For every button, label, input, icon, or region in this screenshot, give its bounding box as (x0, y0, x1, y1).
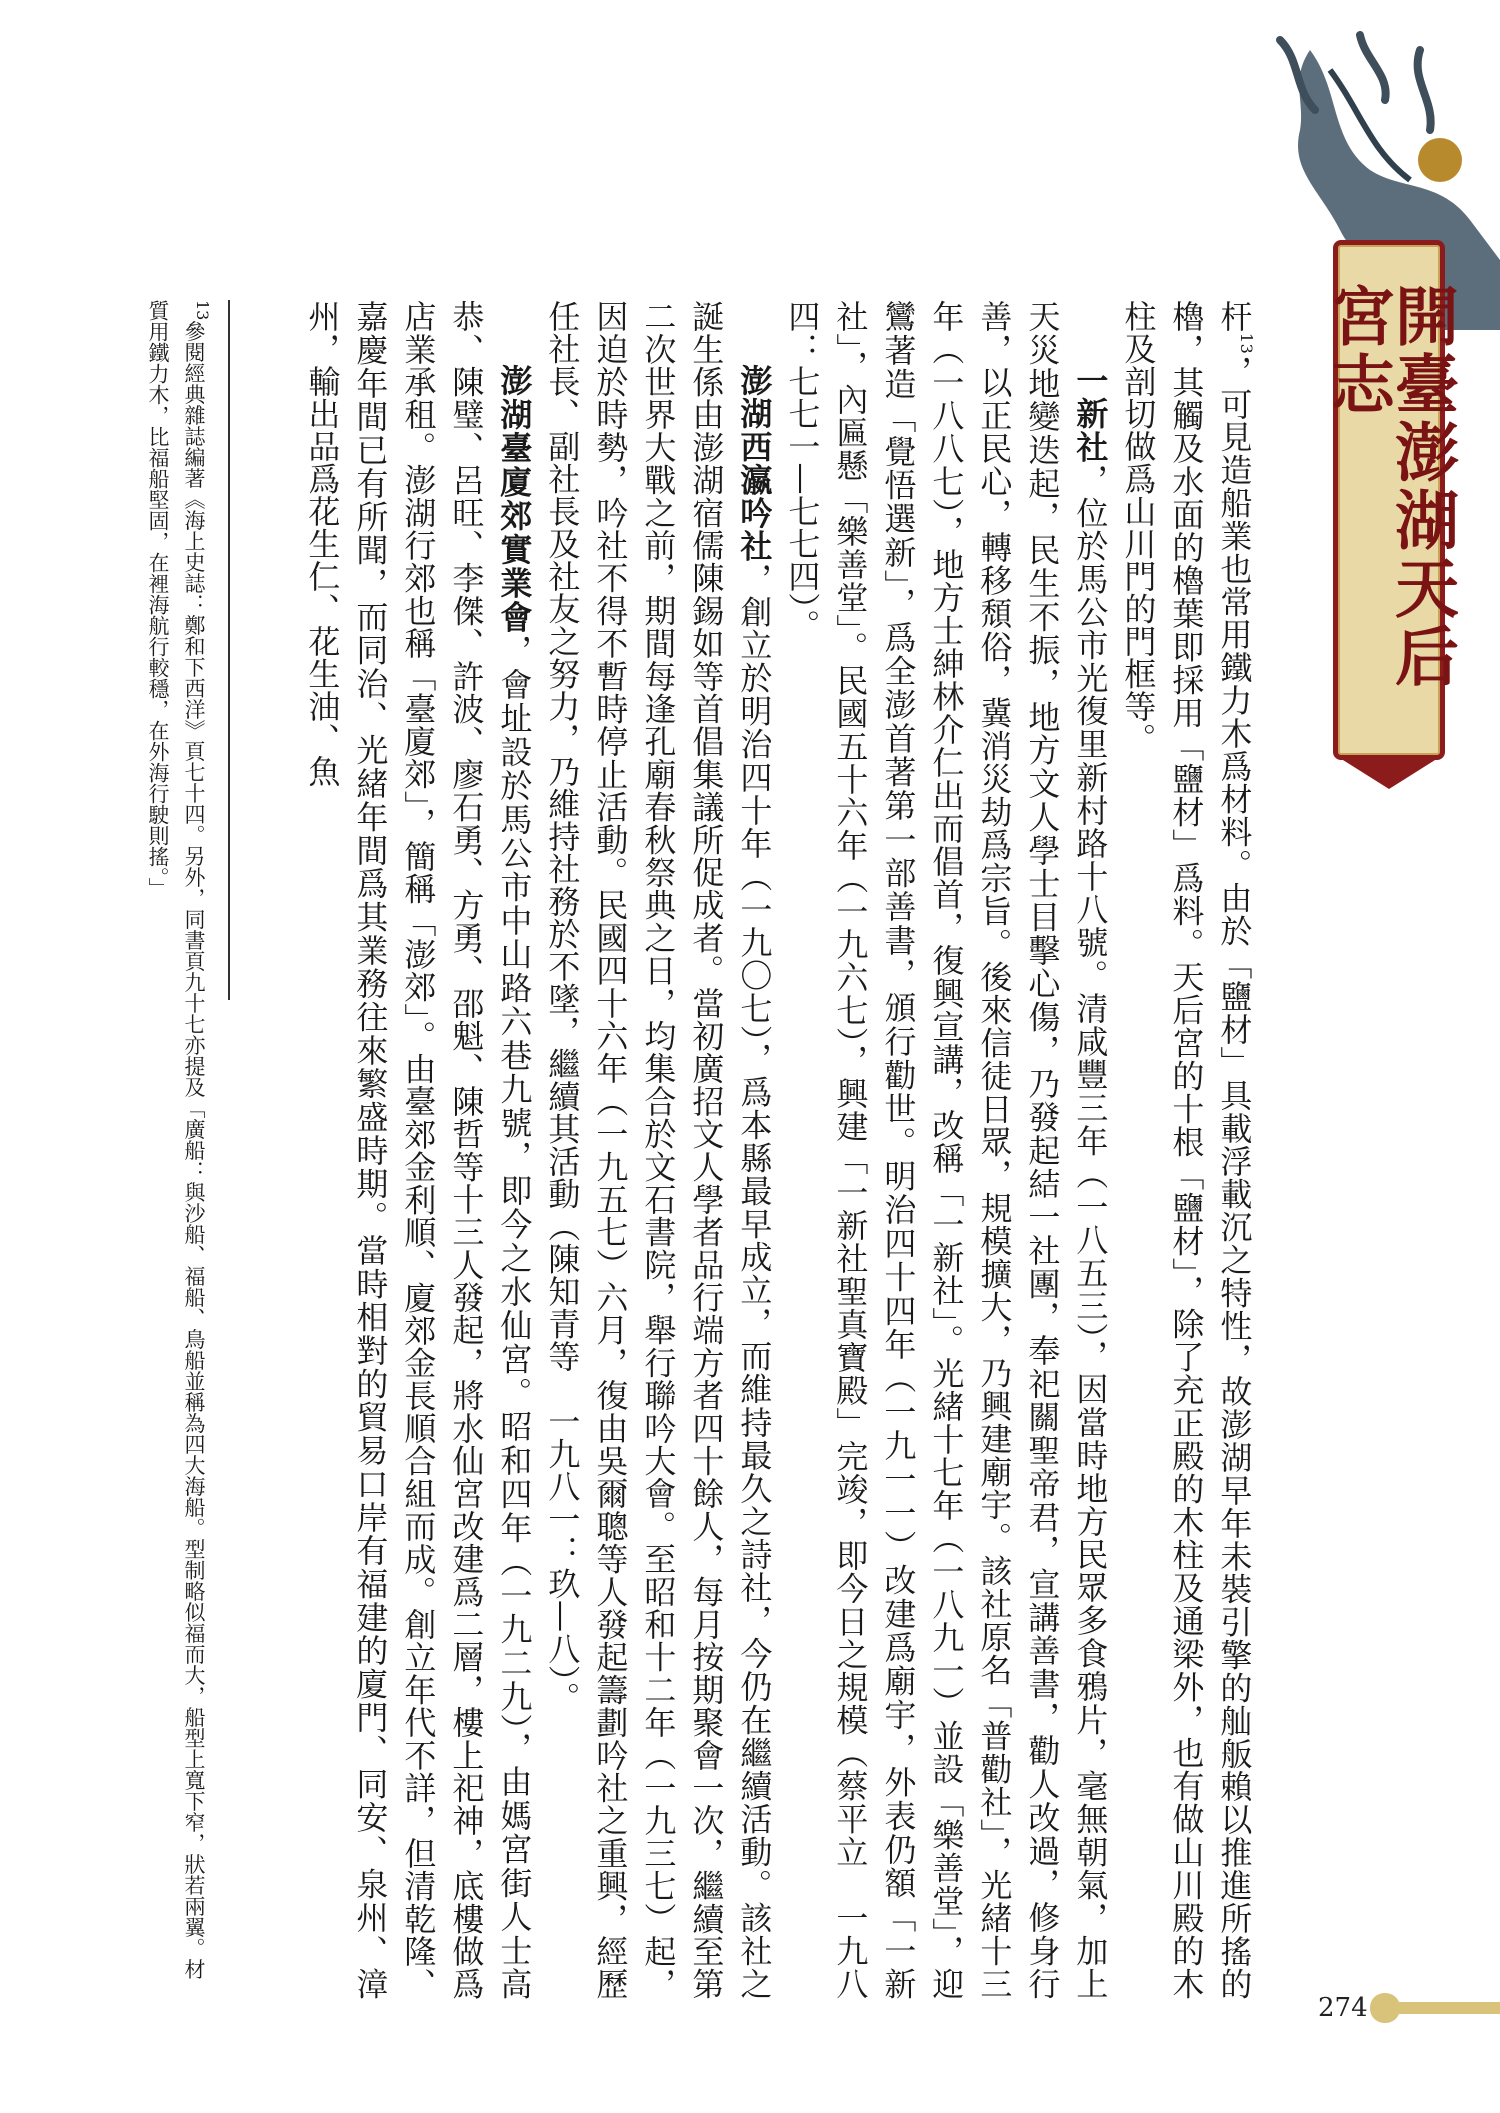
chapter-title-banner (1320, 240, 1459, 760)
paragraph-lead: 澎湖西瀛吟社 (735, 364, 774, 563)
paragraph (298, 300, 538, 2000)
footnote-text-block (140, 300, 220, 2000)
paragraph (538, 300, 778, 2000)
footnote-divider (228, 300, 230, 1000)
paragraph-text: 杆 (1215, 300, 1254, 333)
chapter-title: 開臺澎湖天后宮志 (1320, 283, 1459, 691)
footnote-number: 13 (193, 300, 212, 321)
paragraph (1114, 300, 1270, 2000)
page-number: 274 (1318, 1993, 1368, 2023)
paragraph-text: ，位於馬公市光復里新村路十八號。清咸豐三年（一八五三），因當時地方民眾多食鴉片，毫無朝氣，加上天災地變迭起，民生不振，地方文人學士目擊心傷，乃發起結一社團，奉祀關聖帝君，宣講善書，勸人改過，修身行善，以正民心，轉移頹俗，冀消災劫爲宗旨。後來信徒日眾，規模擴大，乃興建廟宇。該社原名「普勸社」，光緒十三年（一八八七），地方士紳林介仁出而倡首，復興宣講，改稱「一新社」。光緒十七年（一八九一）並設「樂善堂」，迎鸞著造「覺悟選新」，爲全澎首著第一部善書，頒行勸世。明治四十四年（一九一一）改建爲廟宇，外表仍額「一新社」，內匾懸「樂善堂」。民國五十六年（一九六七），興建「一新社聖真寶殿」完竣，即今日之規模（蔡平立 一九八四：七七一—七七四）。 (783, 300, 1110, 2000)
paragraph-text: ，可見造船業也常用鐵力木爲材料。由於「鹽材」具載浮載沉之特性，故澎湖早年未裝引擎的舢舨賴以推進所搖的櫓，其觸及水面的櫓葉即採用「鹽材」爲料。天后宮的十根「鹽材」，除了充正殿的木柱及通梁外，也有做山川殿的木柱及剖切做爲山川門的門框等。 (1119, 300, 1254, 2000)
footnote (140, 300, 220, 2000)
paragraph-lead: 澎湖臺廈郊實業會 (495, 364, 534, 634)
footnote-text: 參閱經典雜誌編著《海上史誌：鄭和下西洋》頁七十四。另外，同書頁九十七亦提及「廣船：與沙船、福船、鳥船並稱為四大海船。型制略似福而大，船型上寬下窄，狀若兩翼。材質用鐵力木，比福船堅固，在裡海航行較穩，在外海行駛則搖。」 (146, 300, 206, 1980)
footnote-ref[interactable]: 13 (1237, 332, 1256, 355)
page-number-ornament (1360, 1978, 1500, 2038)
main-body-text (230, 300, 1270, 2000)
paragraph-text: ，創立於明治四十年（一九〇七），爲本縣最早成立，而維持最久之詩社，今仍在繼續活動。該社之誕生係由澎湖宿儒陳錫如等首倡集議所促成者。當初廣招文人學者品行端方者四十餘人，每月按期聚會一次，繼續至第二次世界大戰之前，期間每逢孔廟春秋祭典之日，均集合於文石書院，舉行聯吟大會。至昭和十二年（一九三七）起，因迫於時勢，吟社不得不暫時停止活動。民國四十六年（一九五七）六月，復由吳爾聰等人發起籌劃吟社之重興，經歷任社長、副社長及社友之努力，乃維持社務於不墜，繼續其活動（陳知青等 一九八一：玖—八）。 (543, 300, 774, 2000)
paragraph-text: ，會址設於馬公市中山路六巷九號，即今之水仙宮。昭和四年（一九二九），由媽宮街人士高恭、陳璧、呂旺、李傑、許波、廖石勇、方勇、邵魁、陳哲等十三人發起，將水仙宮改建爲二層，樓上祀神，底樓做爲店業承租。澎湖行郊也稱「臺廈郊」，簡稱「澎郊」。由臺郊金利順、廈郊金長順合組而成。創立年代不詳，但清乾隆、嘉慶年間已有所聞，而同治、光緒年間爲其業務往來繁盛時期。當時相對的貿易口岸有福建的廈門、同安、泉州、漳州，輸出品爲花生仁、花生油、魚 (303, 300, 534, 2000)
paragraph-lead: 一新社 (1071, 364, 1110, 464)
paragraph (778, 300, 1114, 2000)
